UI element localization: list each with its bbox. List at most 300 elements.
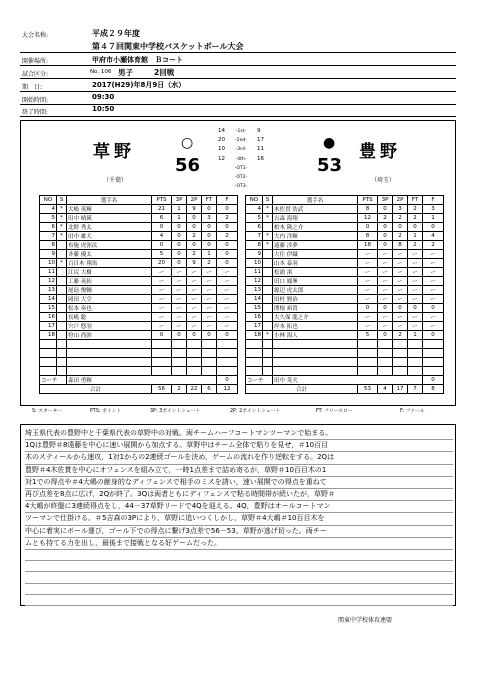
- player-row: [40, 322, 238, 331]
- stat-cell: ー: [378, 313, 393, 322]
- stat-cell: [358, 340, 378, 349]
- stat-cell: 7: [246, 232, 263, 241]
- stat-cell: [263, 348, 273, 357]
- stat-cell: [187, 348, 202, 357]
- stat-cell: [273, 366, 358, 375]
- stat-cell: [378, 348, 393, 357]
- total-cell: 12: [217, 384, 238, 393]
- stat-cell: 8: [358, 205, 378, 214]
- divider: [20, 65, 456, 66]
- column-header: 3P: [172, 196, 187, 205]
- right-team-pref: （埼玉）: [371, 177, 396, 184]
- stat-cell: [67, 340, 152, 349]
- stat-cell: 1: [408, 232, 423, 241]
- stat-cell: ー: [408, 259, 423, 268]
- stat-cell: [57, 313, 67, 322]
- legend-pts: PTS: ポイント: [90, 409, 122, 414]
- stat-cell: [187, 366, 202, 375]
- stat-cell: 2: [393, 331, 408, 340]
- stat-cell: 0: [172, 232, 187, 241]
- stat-cell: 16: [246, 313, 263, 322]
- stat-cell: 0: [152, 241, 172, 250]
- report-text: [25, 428, 453, 606]
- stat-cell: ー: [393, 250, 408, 259]
- stat-cell: [408, 366, 423, 375]
- player-row: [246, 331, 444, 340]
- total-cell: 53: [358, 384, 378, 393]
- report-line: 中心に着実にボール運び，ゴール下での得点に繋げ3点差で56－53。草野が逃げ切った。両チー: [25, 526, 453, 538]
- stat-cell: ー: [202, 277, 217, 286]
- stat-cell: [217, 340, 238, 349]
- stat-cell: ー: [408, 277, 423, 286]
- stat-cell: ー: [152, 313, 172, 322]
- stat-cell: ー: [152, 268, 172, 277]
- stat-cell: 0: [187, 241, 202, 250]
- stat-cell: 14: [40, 295, 57, 304]
- player-row: [40, 348, 238, 357]
- player-row: [40, 223, 238, 232]
- stat-cell: 17: [40, 322, 57, 331]
- stat-cell: 0: [408, 223, 423, 232]
- stat-cell: *: [263, 241, 273, 250]
- stat-cell: [40, 357, 57, 366]
- stat-cell: [393, 366, 408, 375]
- stat-cell: *: [263, 232, 273, 241]
- stat-cell: ー: [423, 313, 444, 322]
- stat-cell: [57, 268, 67, 277]
- stat-cell: 小林 海人: [273, 331, 358, 340]
- start-label: 開始時間:: [22, 97, 49, 104]
- stat-cell: 7: [40, 232, 57, 241]
- quarter-label: -OT3-: [234, 184, 248, 190]
- stat-cell: ー: [202, 268, 217, 277]
- total-cell: 4: [378, 384, 393, 393]
- quarter-row: [207, 164, 275, 173]
- player-row: [246, 313, 444, 322]
- quarter-left-score: 20: [218, 137, 225, 144]
- player-row: [40, 250, 238, 259]
- legend-2p: 2P: 2ポイントシュート: [230, 409, 281, 414]
- stat-cell: 北野 秀太: [67, 223, 152, 232]
- player-row: [40, 241, 238, 250]
- right-team-name: 豊野: [359, 142, 401, 162]
- stat-cell: [172, 366, 187, 375]
- stat-cell: 20: [152, 259, 172, 268]
- total-row: [246, 384, 444, 393]
- quarter-left-score: 12: [218, 155, 225, 162]
- quarter-left-score: 10: [218, 146, 225, 153]
- stat-cell: ー: [217, 322, 238, 331]
- stat-cell: [187, 340, 202, 349]
- player-row: [246, 322, 444, 331]
- stat-cell: 21: [152, 205, 172, 214]
- total-cell: 22: [187, 384, 202, 393]
- stat-cell: [187, 357, 202, 366]
- total-cell: 7: [408, 384, 423, 393]
- stat-cell: [217, 357, 238, 366]
- player-row: [246, 340, 444, 349]
- stat-cell: ー: [202, 322, 217, 331]
- stat-cell: 0: [172, 250, 187, 259]
- player-row: [246, 286, 444, 295]
- left-team-score: 56: [175, 155, 201, 176]
- stat-cell: 9: [246, 250, 263, 259]
- quarter-label: -4th-: [235, 156, 247, 162]
- stat-cell: [408, 357, 423, 366]
- stat-cell: 15: [246, 304, 263, 313]
- stat-cell: [263, 366, 273, 375]
- stat-cell: [263, 295, 273, 304]
- stat-cell: 0: [423, 304, 444, 313]
- stat-cell: 0: [202, 241, 217, 250]
- stat-cell: 田中 雄大: [67, 232, 152, 241]
- stat-cell: 6: [246, 223, 263, 232]
- stat-cell: ー: [187, 322, 202, 331]
- stat-cell: ー: [358, 250, 378, 259]
- player-row: [246, 304, 444, 313]
- stat-cell: 狩山 尚弥: [67, 331, 152, 340]
- report-line: 再び点差を8点に広げ，2Qが終了。3Qは両者ともにディフェンスで粘る時間帯が続いたが，草野＃: [25, 489, 453, 501]
- stat-cell: *: [57, 259, 67, 268]
- coach-name: 田中 英夫: [273, 375, 423, 384]
- stat-cell: [263, 357, 273, 366]
- total-label: 合計: [246, 384, 358, 393]
- stat-cell: 田中 晴瑛: [67, 214, 152, 223]
- right-team-score: 53: [317, 155, 343, 176]
- stat-cell: [67, 366, 152, 375]
- report-line: 対1での得点や＃4大嶋の献身的なディフェンスで相手のミスを誘い，速い展開での得点を重ねて: [25, 477, 453, 489]
- report-line: ツーマンで仕掛ける。＃5吉森の3Pにより，草野に追いつくしかし，草野＃4大嶋＃10百目木を: [25, 513, 453, 525]
- meet-label: 大会名称:: [22, 32, 49, 39]
- stat-cell: 0: [202, 205, 217, 214]
- legend-starter: S: スターター: [32, 409, 63, 414]
- start-time: 09:30: [92, 93, 115, 101]
- game-no: No. 106: [90, 69, 112, 75]
- stat-cell: 17: [246, 322, 263, 331]
- stat-cell: [263, 340, 273, 349]
- quarter-row: [207, 155, 275, 164]
- stat-cell: 柏木 隆之介: [273, 223, 358, 232]
- stat-cell: ー: [378, 277, 393, 286]
- stat-cell: ー: [187, 304, 202, 313]
- venue: 甲府市小瀬体育館 Ｂコート: [92, 56, 183, 64]
- stat-cell: 0: [378, 205, 393, 214]
- stat-cell: 5: [40, 214, 57, 223]
- stat-cell: [378, 366, 393, 375]
- stat-cell: 0: [202, 223, 217, 232]
- column-header: 3P: [378, 196, 393, 205]
- stat-cell: *: [57, 223, 67, 232]
- stat-cell: ー: [187, 286, 202, 295]
- stat-cell: 0: [217, 259, 238, 268]
- player-row: [40, 340, 238, 349]
- coach-label: コーチ: [40, 375, 67, 384]
- footer-org: 関東中学校体育連盟: [338, 617, 393, 624]
- stat-cell: *: [57, 232, 67, 241]
- stat-cell: [263, 304, 273, 313]
- stat-cell: ー: [378, 250, 393, 259]
- stat-cell: ー: [408, 286, 423, 295]
- stat-cell: ー: [393, 313, 408, 322]
- stat-cell: 0: [378, 304, 393, 313]
- stat-cell: 2: [217, 214, 238, 223]
- stat-cell: 0: [217, 331, 238, 340]
- quarter-label: -OT2-: [234, 175, 248, 181]
- legend-3p: 3P: 3ポイントシュート: [150, 409, 201, 414]
- stat-cell: [172, 357, 187, 366]
- stat-cell: 11: [40, 268, 57, 277]
- stat-cell: 関根 裕貴: [273, 304, 358, 313]
- stat-cell: 遠藤 涉夢: [273, 241, 358, 250]
- stat-cell: ー: [358, 259, 378, 268]
- player-row: [40, 313, 238, 322]
- column-header: 選手名: [67, 196, 152, 205]
- report-blank-line: [25, 550, 453, 561]
- stat-cell: ー: [393, 322, 408, 331]
- player-row: [40, 366, 238, 375]
- stat-cell: [263, 277, 273, 286]
- stat-cell: [358, 366, 378, 375]
- stat-cell: 大内 洋輝: [273, 232, 358, 241]
- stat-cell: ー: [202, 304, 217, 313]
- meet-name-1: 平成２９年度: [92, 29, 140, 38]
- stat-cell: 8: [246, 241, 263, 250]
- quarter-row: [207, 145, 275, 154]
- quarter-row: [207, 127, 275, 136]
- stat-cell: ー: [423, 250, 444, 259]
- stat-cell: [40, 366, 57, 375]
- stat-cell: 0: [202, 331, 217, 340]
- stat-cell: 0: [172, 331, 187, 340]
- stat-cell: 18: [358, 241, 378, 250]
- stat-cell: 1: [408, 331, 423, 340]
- column-header: F: [217, 196, 238, 205]
- stat-cell: 0: [172, 223, 187, 232]
- stat-cell: ー: [393, 277, 408, 286]
- stat-cell: 布施 虎弥汰: [67, 241, 152, 250]
- stat-cell: *: [57, 205, 67, 214]
- column-header: PTS: [358, 196, 378, 205]
- stat-cell: [152, 340, 172, 349]
- coach-foul: 0: [217, 375, 238, 384]
- stat-cell: ー: [172, 286, 187, 295]
- quarter-right-score: 17: [257, 137, 264, 144]
- stat-cell: 木佐貫 浩武: [273, 205, 358, 214]
- stat-cell: 4: [40, 205, 57, 214]
- stat-cell: [263, 286, 273, 295]
- stat-cell: [152, 366, 172, 375]
- stat-cell: 0: [172, 259, 187, 268]
- stat-cell: 6: [152, 214, 172, 223]
- stat-cell: 松浦 渚: [273, 268, 358, 277]
- player-row: [246, 241, 444, 250]
- stat-cell: [393, 348, 408, 357]
- stat-cell: ー: [187, 268, 202, 277]
- stat-cell: ー: [358, 295, 378, 304]
- stat-cell: [246, 366, 263, 375]
- player-row: [246, 250, 444, 259]
- stat-cell: 0: [378, 232, 393, 241]
- stat-cell: 18: [246, 331, 263, 340]
- stat-cell: [172, 340, 187, 349]
- stat-cell: 12: [358, 214, 378, 223]
- stat-cell: ー: [393, 268, 408, 277]
- stat-cell: 18: [40, 331, 57, 340]
- stat-cell: [57, 241, 67, 250]
- stat-cell: ー: [187, 277, 202, 286]
- divider: [20, 91, 456, 92]
- stat-cell: [40, 348, 57, 357]
- stat-cell: 1: [202, 250, 217, 259]
- stat-cell: [57, 295, 67, 304]
- stat-cell: 大住 伊織: [273, 250, 358, 259]
- stat-cell: 吉森 海翔: [273, 214, 358, 223]
- player-row: [246, 357, 444, 366]
- stat-cell: 5: [152, 250, 172, 259]
- loss-marker: ●: [323, 135, 336, 151]
- stat-cell: 13: [246, 286, 263, 295]
- stat-cell: ー: [408, 295, 423, 304]
- report-line: 埼玉県代表の豊野中と千葉県代表の草野中の対戦。両チームハーフコートマンツーマンで始まる。: [25, 428, 453, 440]
- stat-cell: ー: [358, 322, 378, 331]
- stat-cell: 2: [393, 232, 408, 241]
- stat-cell: [57, 348, 67, 357]
- player-row: [246, 277, 444, 286]
- stat-cell: 工藤 英拓: [67, 277, 152, 286]
- stat-cell: [217, 348, 238, 357]
- stat-cell: [358, 357, 378, 366]
- stat-cell: 10: [40, 259, 57, 268]
- win-marker: ○: [181, 135, 194, 151]
- report-blank-line: [25, 584, 453, 595]
- stat-cell: 岡田 大空: [67, 295, 152, 304]
- stat-cell: [57, 366, 67, 375]
- stat-cell: 0: [378, 331, 393, 340]
- stat-cell: [378, 357, 393, 366]
- stat-cell: 0: [423, 223, 444, 232]
- stat-cell: [40, 340, 57, 349]
- stat-cell: ー: [217, 277, 238, 286]
- stat-cell: ー: [172, 277, 187, 286]
- stat-cell: 田村 賢治: [273, 295, 358, 304]
- stat-cell: 斉藤 優太: [67, 250, 152, 259]
- report-line: 豊野＃4木佐貫を中心にオフェンスを組み立て，一時1点差まで詰め寄るが，草野＃10百目木の1: [25, 465, 453, 477]
- stat-cell: [152, 357, 172, 366]
- stat-cell: ー: [217, 286, 238, 295]
- stat-cell: [202, 340, 217, 349]
- stat-cell: [57, 322, 67, 331]
- stat-cell: [378, 340, 393, 349]
- report-line: 1Qは豊野＃8遠藤を中心に速い展開から加点する。草野中はチーム全体で粘りを見せ，＃10百目: [25, 440, 453, 452]
- stat-cell: [246, 340, 263, 349]
- stat-cell: 0: [187, 223, 202, 232]
- stat-cell: [67, 357, 152, 366]
- stat-cell: [263, 313, 273, 322]
- stat-cell: [273, 340, 358, 349]
- stat-cell: ー: [152, 304, 172, 313]
- total-cell: 17: [393, 384, 408, 393]
- stat-cell: 宍戸 悠羽: [67, 322, 152, 331]
- stat-cell: ー: [217, 313, 238, 322]
- stat-cell: 16: [40, 313, 57, 322]
- stat-cell: [408, 340, 423, 349]
- stat-cell: ー: [187, 313, 202, 322]
- stat-cell: *: [57, 214, 67, 223]
- stat-cell: 3: [393, 205, 408, 214]
- stat-cell: [263, 259, 273, 268]
- coach-row: [246, 375, 444, 384]
- left-team-pref: （千葉）: [103, 177, 128, 184]
- player-row: [40, 259, 238, 268]
- stat-cell: [217, 366, 238, 375]
- player-row: [40, 286, 238, 295]
- stat-cell: 15: [40, 304, 57, 313]
- stat-cell: 10: [246, 259, 263, 268]
- stat-cell: 松本 奏也: [67, 304, 152, 313]
- player-row: [246, 295, 444, 304]
- stat-cell: 2: [202, 259, 217, 268]
- stat-cell: ー: [358, 268, 378, 277]
- stat-cell: 8: [358, 232, 378, 241]
- quarter-right-score: 11: [257, 146, 264, 153]
- stat-cell: 0: [217, 223, 238, 232]
- stat-cell: ー: [423, 322, 444, 331]
- stat-cell: 大久保 龍之介: [273, 313, 358, 322]
- stat-cell: 4: [246, 205, 263, 214]
- left-team-name: 草野: [93, 142, 135, 162]
- game-report: [20, 424, 456, 606]
- column-header: F: [423, 196, 444, 205]
- column-header: S: [263, 196, 273, 205]
- column-header: 選手名: [273, 196, 358, 205]
- stat-cell: 0: [378, 223, 393, 232]
- stat-cell: [273, 348, 358, 357]
- legend-foul: F: ファール: [400, 409, 425, 414]
- coach-name: 森田 勇輝: [67, 375, 217, 384]
- stat-cell: *: [263, 331, 273, 340]
- stat-cell: ー: [378, 295, 393, 304]
- player-row: [246, 366, 444, 375]
- coach-row: [40, 375, 238, 384]
- player-row: [40, 232, 238, 241]
- column-header: NO: [246, 196, 263, 205]
- stat-cell: 3: [202, 214, 217, 223]
- stat-cell: 0: [358, 223, 378, 232]
- stat-cell: 2: [408, 214, 423, 223]
- coach-foul: 0: [423, 375, 444, 384]
- stat-cell: 0: [152, 331, 172, 340]
- stat-cell: 12: [246, 277, 263, 286]
- stat-cell: ー: [378, 259, 393, 268]
- venue-label: 開催場所:: [22, 58, 49, 65]
- stat-cell: 8: [393, 241, 408, 250]
- stat-cell: ー: [172, 304, 187, 313]
- quarter-scores: [207, 127, 275, 191]
- quarter-label: -1st-: [235, 129, 247, 134]
- divider: [20, 78, 456, 79]
- stat-cell: ー: [152, 286, 172, 295]
- player-row: [246, 205, 444, 214]
- quarter-row: [207, 136, 275, 145]
- stat-cell: 5: [358, 331, 378, 340]
- stat-cell: 1: [423, 214, 444, 223]
- stat-cell: [423, 357, 444, 366]
- player-row: [40, 331, 238, 340]
- stat-cell: [273, 357, 358, 366]
- player-row: [246, 259, 444, 268]
- stat-cell: [57, 277, 67, 286]
- player-row: [246, 232, 444, 241]
